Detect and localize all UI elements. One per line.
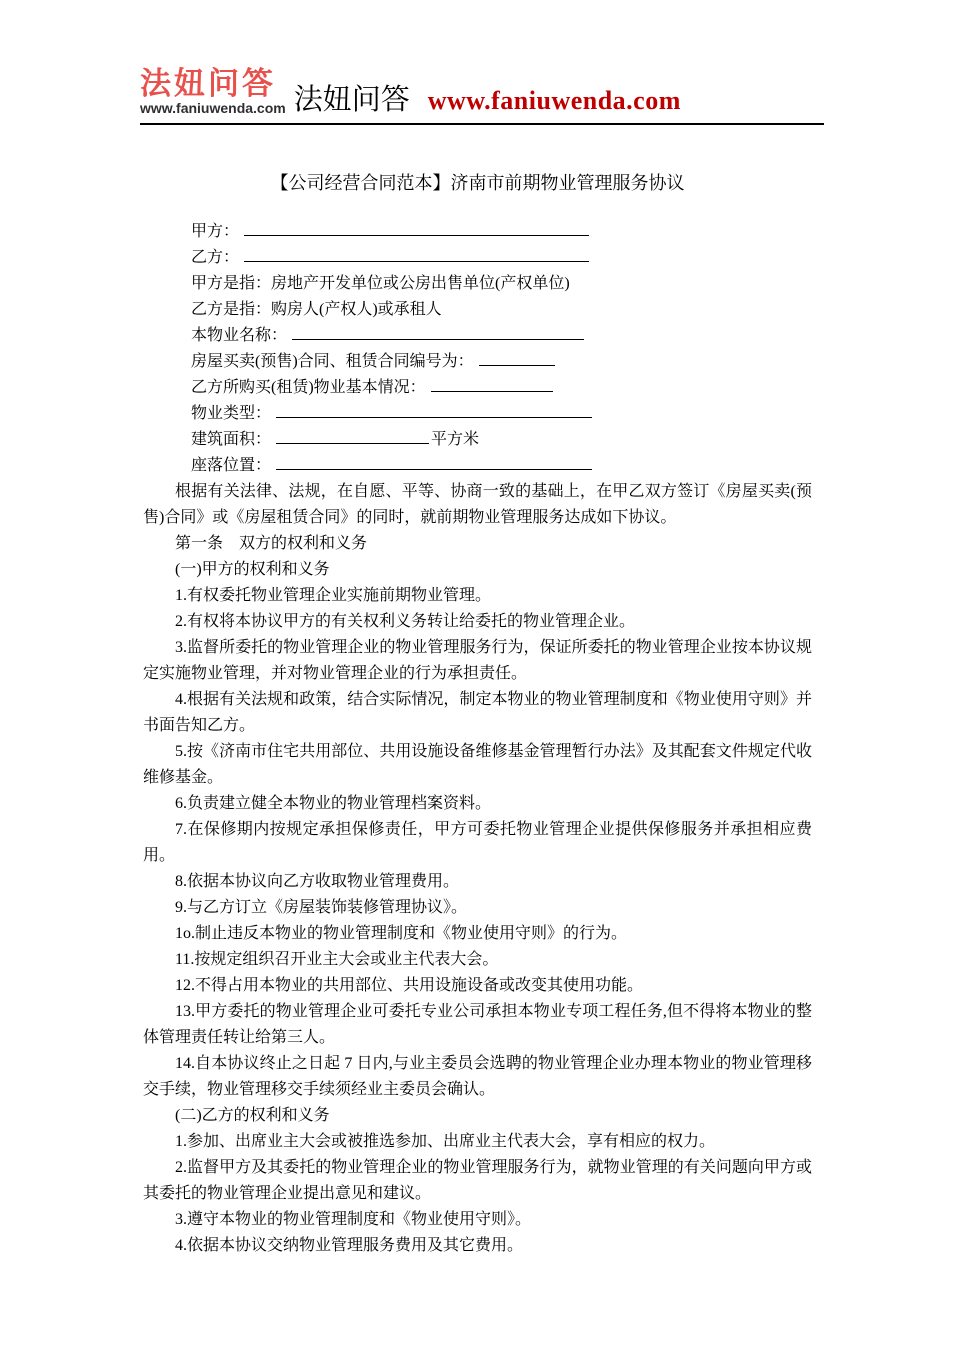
form-line-property-name: [143, 323, 812, 349]
form-label: 甲方：: [191, 223, 240, 241]
paragraph-a-item-9: 9.与乙方订立《房屋装饰装修管理协议》。: [175, 899, 468, 917]
page-title: 【公司经营合同范本】济南市前期物业管理服务协议: [270, 173, 685, 194]
form-label: 甲方是指：房地产开发单位或公房出售单位(产权单位): [191, 275, 570, 293]
form-line-party-b: [143, 245, 812, 271]
fill-in-blank: [276, 428, 429, 444]
form-label: 本物业名称：: [191, 327, 288, 345]
paragraph-a-item-4: 4.根据有关法规和政策，结合实际情况，制定本物业的物业管理制度和《物业使用守则》并书面告知乙方。: [143, 691, 812, 735]
header-site-url: www.faniuwenda.com: [427, 86, 681, 116]
paragraph-a-item-6: 6.负责建立健全本物业的物业管理档案资料。: [175, 795, 492, 813]
form-label: 乙方是指：购房人(产权人)或承租人: [191, 301, 442, 319]
document-content: [143, 169, 812, 1259]
paragraph-a-item-1: 1.有权委托物业管理企业实施前期物业管理。: [175, 587, 492, 605]
form-line-property-type: [143, 401, 812, 427]
form-line-party-a: [143, 219, 812, 245]
paragraph-a-item-14: 14.自本协议终止之日起 7 日内,与业主委员会选聘的物业管理企业办理本物业的物业管理移交手续，物业管理移交手续须经业主委员会确认。: [143, 1055, 812, 1099]
paragraph-a-item-13: 13.甲方委托的物业管理企业可委托专业公司承担本物业专项工程任务,但不得将本物业的整体管理责任转让给第三人。: [143, 1003, 812, 1047]
fill-in-blank: [431, 376, 553, 392]
form-label: 乙方所购买(租赁)物业基本情况：: [191, 379, 426, 397]
fill-in-blank: [276, 454, 592, 470]
paragraph-a-item-12: 12.不得占用本物业的共用部位、共用设施设备或改变其使用功能。: [175, 977, 644, 995]
paragraph-b-item-4: 4.依据本协议交纳物业管理服务费用及其它费用。: [175, 1237, 524, 1255]
form-line-floor-area: [143, 427, 812, 453]
fill-in-blank: [244, 246, 589, 262]
fill-in-blank: [276, 402, 592, 418]
logo-brand-url: www.faniuwenda.com: [140, 100, 286, 116]
paragraph-a-item-2: 2.有权将本协议甲方的有关权利义务转让给委托的物业管理企业。: [175, 613, 636, 631]
form-line-party-a-definition: [143, 271, 812, 297]
paragraph-a-item-10: 1o.制止违反本物业的物业管理制度和《物业使用守则》的行为。: [175, 925, 628, 943]
paragraph-a-item-3: 3.监督所委托的物业管理企业的物业管理服务行为，保证所委托的物业管理企业按本协议规定实施物业管理，并对物业管理企业的行为承担责任。: [143, 639, 812, 683]
fill-in-blank: [479, 350, 555, 366]
logo-brand-text: 法妞问答: [140, 66, 276, 101]
paragraph-b-item-3: 3.遵守本物业的物业管理制度和《物业使用守则》。: [175, 1211, 532, 1229]
form-label: 座落位置：: [191, 457, 272, 475]
subsection-heading-party-b: (二)乙方的权利和义务: [175, 1107, 330, 1125]
form-label: 房屋买卖(预售)合同、租赁合同编号为：: [191, 353, 474, 371]
paragraph-a-item-11: 11.按规定组织召开业主大会或业主代表大会。: [175, 951, 499, 969]
form-label: 物业类型：: [191, 405, 272, 423]
paragraph-a-item-7: 7.在保修期内按规定承担保修责任，甲方可委托物业管理企业提供保修服务并承担相应费用。: [143, 821, 812, 865]
form-line-party-b-definition: [143, 297, 812, 323]
site-logo: [140, 68, 286, 116]
paragraph-b-item-2: 2.监督甲方及其委托的物业管理企业的物业管理服务行为，就物业管理的有关问题向甲方或其委托的物业管理企业提出意见和建议。: [143, 1159, 812, 1203]
paragraph-a-item-5: 5.按《济南市住宅共用部位、共用设施设备维修基金管理暂行办法》及其配套文件规定代收维修基金。: [143, 743, 812, 787]
form-line-location: [143, 453, 812, 479]
fill-in-blank: [244, 220, 589, 236]
form-suffix: 平方米: [431, 431, 480, 449]
form-label: 建筑面积：: [191, 431, 272, 449]
paragraph-a-item-8: 8.依据本协议向乙方收取物业管理费用。: [175, 873, 460, 891]
form-label: 乙方：: [191, 249, 240, 267]
form-line-property-info: [143, 375, 812, 401]
form-line-contract-number: [143, 349, 812, 375]
subsection-heading-party-a: (一)甲方的权利和义务: [175, 561, 330, 579]
paragraph-b-item-1: 1.参加、出席业主大会或被推选参加、出席业主代表大会，享有相应的权力。: [175, 1133, 716, 1151]
header-site-name: 法妞问答: [293, 84, 410, 117]
page-header: [140, 0, 824, 125]
clause-heading-article-1: 第一条 双方的权利和义务: [175, 535, 368, 553]
paragraph-preamble: 根据有关法律、法规，在自愿、平等、协商一致的基础上，在甲乙双方签订《房屋买卖(预售)合同》或《房屋租赁合同》的同时，就前期物业管理服务达成如下协议。: [143, 483, 812, 527]
fill-in-blank: [292, 324, 584, 340]
